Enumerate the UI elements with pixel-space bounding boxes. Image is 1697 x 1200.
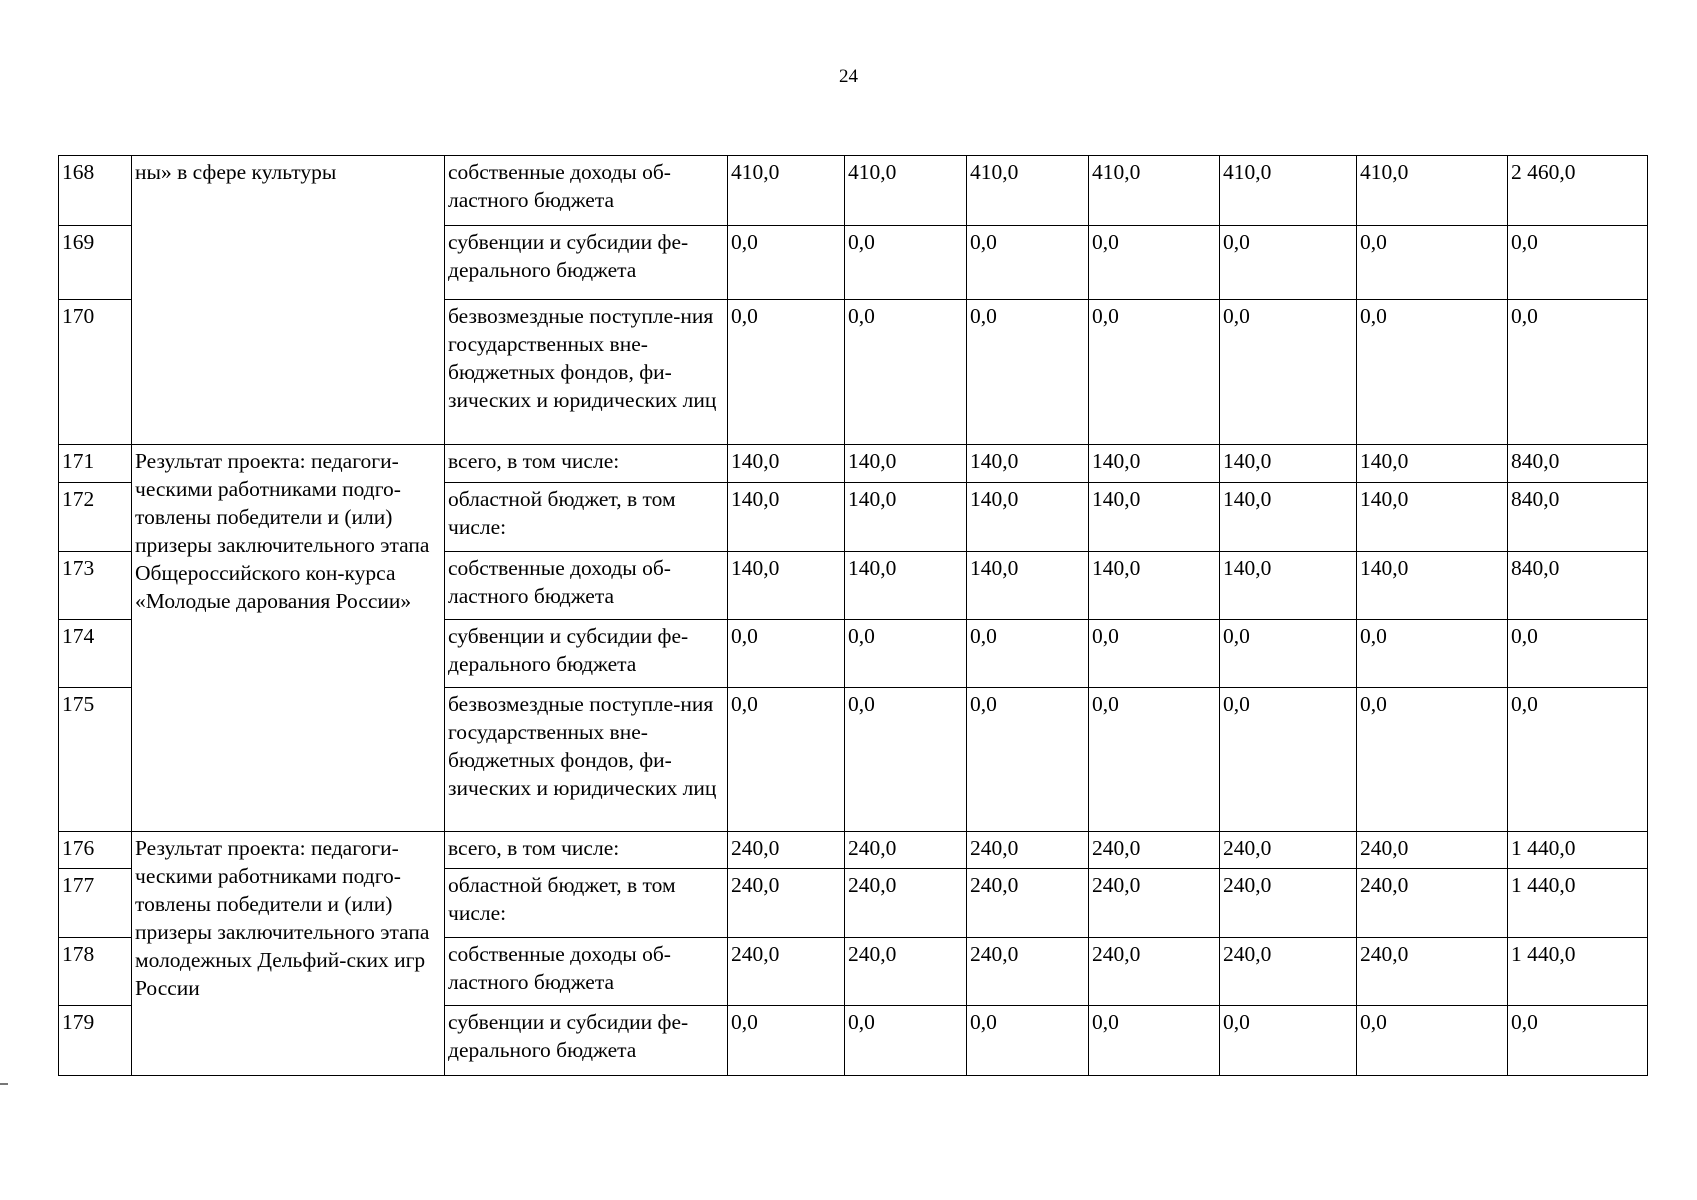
value-cell: 140,0	[1220, 552, 1357, 620]
value-total: 2 460,0	[1508, 156, 1648, 226]
value-cell: 140,0	[1357, 483, 1508, 552]
funding-source: субвенции и субсидии фе-дерального бюджета	[445, 620, 728, 688]
project-description: Результат проекта: педагоги-ческими работниками подго-товлены победители и (или) призеры заключительного этапа Общероссийского кон-курса «Молодые дарования России»	[132, 445, 445, 832]
value-cell: 140,0	[728, 552, 845, 620]
value-cell: 240,0	[1220, 869, 1357, 938]
value-cell: 410,0	[728, 156, 845, 226]
value-total: 840,0	[1508, 483, 1648, 552]
value-cell: 240,0	[728, 938, 845, 1006]
funding-source: безвозмездные поступле-ния государственных вне-бюджетных фондов, фи-зических и юридических лиц	[445, 688, 728, 832]
funding-source: областной бюджет, в том числе:	[445, 869, 728, 938]
value-cell: 140,0	[845, 483, 967, 552]
value-cell: 410,0	[845, 156, 967, 226]
value-total: 0,0	[1508, 1006, 1648, 1076]
value-cell: 0,0	[728, 300, 845, 445]
value-cell: 0,0	[728, 688, 845, 832]
value-cell: 410,0	[1357, 156, 1508, 226]
value-cell: 410,0	[967, 156, 1089, 226]
value-total: 1 440,0	[1508, 938, 1648, 1006]
value-cell: 240,0	[1357, 869, 1508, 938]
funding-source: собственные доходы об-ластного бюджета	[445, 552, 728, 620]
row-number: 168	[59, 156, 132, 226]
value-cell: 0,0	[1089, 688, 1220, 832]
value-cell: 0,0	[845, 620, 967, 688]
value-cell: 0,0	[967, 1006, 1089, 1076]
row-number: 175	[59, 688, 132, 832]
value-cell: 0,0	[1357, 620, 1508, 688]
row-number: 178	[59, 938, 132, 1006]
scan-edge-mark	[0, 1083, 8, 1085]
value-cell: 0,0	[1357, 300, 1508, 445]
value-cell: 240,0	[1089, 938, 1220, 1006]
value-total: 1 440,0	[1508, 832, 1648, 869]
value-cell: 140,0	[967, 445, 1089, 483]
value-cell: 0,0	[1089, 300, 1220, 445]
value-total: 1 440,0	[1508, 869, 1648, 938]
value-total: 0,0	[1508, 300, 1648, 445]
table-row	[59, 445, 1648, 483]
table-row	[59, 832, 1648, 869]
row-number: 169	[59, 226, 132, 300]
value-cell: 240,0	[728, 869, 845, 938]
value-cell: 0,0	[1220, 1006, 1357, 1076]
value-cell: 0,0	[1089, 226, 1220, 300]
value-cell: 140,0	[967, 483, 1089, 552]
project-description: Результат проекта: педагоги-ческими работниками подго-товлены победители и (или) призеры заключительного этапа молодежных Дельфий-ских игр России	[132, 832, 445, 1076]
funding-source: собственные доходы об-ластного бюджета	[445, 938, 728, 1006]
value-cell: 0,0	[845, 300, 967, 445]
value-cell: 410,0	[1220, 156, 1357, 226]
value-cell: 0,0	[967, 226, 1089, 300]
value-total: 0,0	[1508, 620, 1648, 688]
value-cell: 0,0	[967, 688, 1089, 832]
value-total: 0,0	[1508, 688, 1648, 832]
value-cell: 0,0	[967, 620, 1089, 688]
value-cell: 0,0	[845, 1006, 967, 1076]
value-cell: 0,0	[1220, 226, 1357, 300]
value-cell: 0,0	[1220, 688, 1357, 832]
value-cell: 0,0	[1089, 1006, 1220, 1076]
value-cell: 0,0	[1357, 1006, 1508, 1076]
funding-source: областной бюджет, в том числе:	[445, 483, 728, 552]
value-cell: 140,0	[967, 552, 1089, 620]
row-number: 173	[59, 552, 132, 620]
value-cell: 0,0	[728, 1006, 845, 1076]
value-cell: 0,0	[845, 688, 967, 832]
value-cell: 0,0	[1220, 620, 1357, 688]
row-number: 172	[59, 483, 132, 552]
row-number: 174	[59, 620, 132, 688]
value-cell: 240,0	[845, 832, 967, 869]
funding-source: безвозмездные поступле-ния государственных вне-бюджетных фондов, фи-зических и юридических лиц	[445, 300, 728, 445]
value-cell: 0,0	[1220, 300, 1357, 445]
value-total: 0,0	[1508, 226, 1648, 300]
value-cell: 140,0	[728, 483, 845, 552]
value-cell: 240,0	[1220, 832, 1357, 869]
value-cell: 240,0	[845, 869, 967, 938]
value-cell: 240,0	[967, 832, 1089, 869]
value-cell: 140,0	[1357, 552, 1508, 620]
value-cell: 240,0	[1357, 832, 1508, 869]
value-cell: 0,0	[1357, 688, 1508, 832]
value-cell: 140,0	[1089, 445, 1220, 483]
value-cell: 140,0	[728, 445, 845, 483]
value-cell: 140,0	[1220, 445, 1357, 483]
value-cell: 410,0	[1089, 156, 1220, 226]
value-cell: 240,0	[1089, 869, 1220, 938]
table-row	[59, 156, 1648, 226]
value-total: 840,0	[1508, 552, 1648, 620]
value-cell: 240,0	[1357, 938, 1508, 1006]
row-number: 179	[59, 1006, 132, 1076]
value-cell: 140,0	[1089, 552, 1220, 620]
row-number: 171	[59, 445, 132, 483]
value-cell: 140,0	[1089, 483, 1220, 552]
project-description: ны» в сфере культуры	[132, 156, 445, 445]
row-number: 176	[59, 832, 132, 869]
value-cell: 0,0	[1357, 226, 1508, 300]
value-cell: 240,0	[728, 832, 845, 869]
value-cell: 140,0	[845, 552, 967, 620]
row-number: 177	[59, 869, 132, 938]
funding-source: субвенции и субсидии фе-дерального бюджета	[445, 1006, 728, 1076]
value-cell: 240,0	[967, 938, 1089, 1006]
value-cell: 0,0	[728, 620, 845, 688]
row-number: 170	[59, 300, 132, 445]
value-cell: 240,0	[845, 938, 967, 1006]
value-cell: 240,0	[1220, 938, 1357, 1006]
value-cell: 0,0	[1089, 620, 1220, 688]
funding-source: собственные доходы об-ластного бюджета	[445, 156, 728, 226]
funding-source: всего, в том числе:	[445, 445, 728, 483]
value-cell: 0,0	[728, 226, 845, 300]
value-cell: 0,0	[845, 226, 967, 300]
value-cell: 140,0	[845, 445, 967, 483]
value-cell: 240,0	[1089, 832, 1220, 869]
page-number: 24	[839, 66, 858, 87]
value-cell: 0,0	[967, 300, 1089, 445]
budget-table	[58, 155, 1648, 1076]
value-cell: 240,0	[967, 869, 1089, 938]
value-total: 840,0	[1508, 445, 1648, 483]
funding-source: всего, в том числе:	[445, 832, 728, 869]
value-cell: 140,0	[1220, 483, 1357, 552]
value-cell: 140,0	[1357, 445, 1508, 483]
funding-source: субвенции и субсидии фе-дерального бюджета	[445, 226, 728, 300]
